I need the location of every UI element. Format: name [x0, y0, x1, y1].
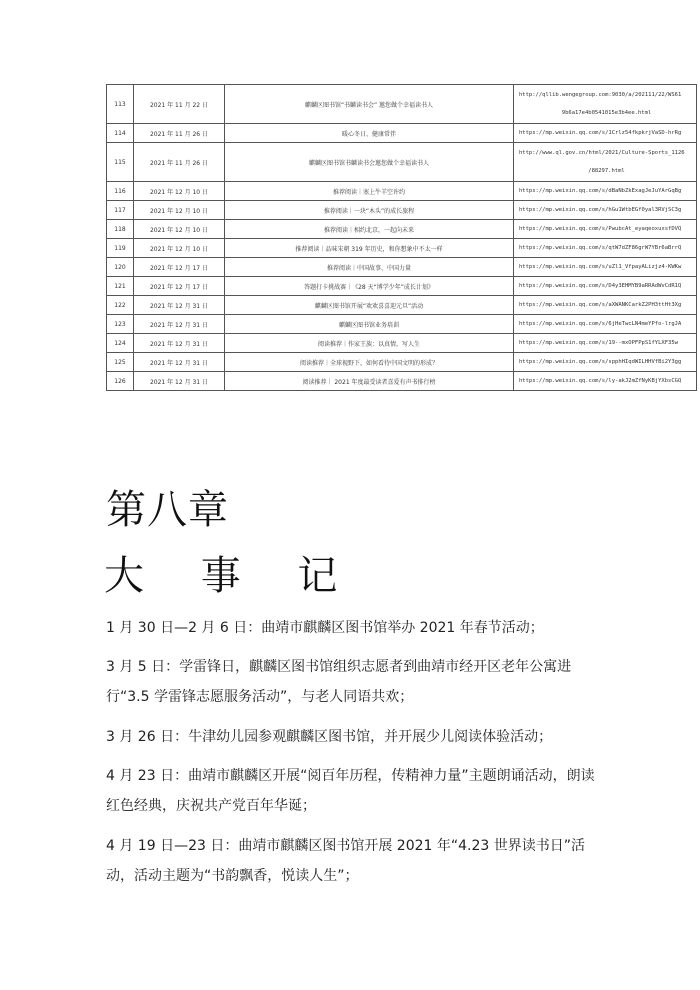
row-url-line-2[interactable]: 9b6a17e4b0541015e3b4ee.html	[561, 110, 652, 116]
row-date: 2021 年 12 月 10 日	[134, 201, 225, 220]
row-number: 122	[107, 296, 134, 315]
event-item: 4 月 19 日—23 日：曲靖市麒麟区图书馆开展 2021 年“4.23 世界读书日”活动，活动主题为“书韵飘香，悦读人生”；	[106, 838, 585, 884]
row-url[interactable]: https://mp.weixin.qq.com/s/aXWANKCarkZ2PH3ttHt3Xg	[514, 296, 697, 315]
row-number: 120	[107, 258, 134, 277]
row-url[interactable]: https://mp.weixin.qq.com/s/PwubcAt_eyaqeoxuxsfDVQ	[514, 220, 697, 239]
row-date: 2021 年 12 月 17 日	[134, 277, 225, 296]
table-row	[107, 315, 697, 334]
row-url[interactable]	[514, 85, 697, 124]
row-title: 推荐阅读｜一块“木头”的成长旅程	[225, 201, 514, 220]
row-number: 115	[107, 143, 134, 182]
row-title: 答题打卡挑战赛｜《28 天“博学少年”成长计划》	[225, 277, 514, 296]
row-date: 2021 年 12 月 31 日	[134, 334, 225, 353]
row-url[interactable]: https://mp.weixin.qq.com/s/hGu1WtbEGf0yal3RVjSC3g	[514, 201, 697, 220]
row-title: 阅读推荐｜ 2021 年度最受读者喜爱有声书排行榜	[225, 372, 514, 391]
table-row	[107, 182, 697, 201]
row-url[interactable]: https://mp.weixin.qq.com/s/1Crlz54fkpkrjVaSD-hrRg	[514, 124, 697, 143]
event-item: 1 月 30 日—2 月 6 日：曲靖市麒麟区图书馆举办 2021 年春节活动；	[106, 620, 544, 636]
table-row	[107, 277, 697, 296]
table-row	[107, 372, 697, 391]
row-date: 2021 年 12 月 10 日	[134, 182, 225, 201]
row-title: 阅读推荐｜作家王族：以真情，写人生	[225, 334, 514, 353]
table-row	[107, 296, 697, 315]
row-title: 麒麟区图书馆书麟读书会邀您做个幸福读书人	[225, 143, 514, 182]
row-date: 2021 年 12 月 10 日	[134, 239, 225, 258]
row-date: 2021 年 12 月 31 日	[134, 353, 225, 372]
table-row	[107, 258, 697, 277]
row-number: 125	[107, 353, 134, 372]
row-title: 麒麟区图书馆“书麟读书会” 邀您做个幸福读书人	[225, 85, 514, 124]
event-item: 3 月 5 日：学雷锋日，麒麟区图书馆组织志愿者到曲靖市经开区老年公寓进行“3.5 学雷锋志愿服务活动”，与老人同语共欢；	[106, 659, 572, 705]
row-date: 2021 年 11 月 22 日	[134, 85, 225, 124]
row-url[interactable]: https://mp.weixin.qq.com/s/uZl1_VfpayALizjz4-KWKw	[514, 258, 697, 277]
row-url[interactable]: https://mp.weixin.qq.com/s/6jHeTwcLN4meYPfo-lrgJA	[514, 315, 697, 334]
row-date: 2021 年 12 月 31 日	[134, 315, 225, 334]
row-date: 2021 年 12 月 31 日	[134, 372, 225, 391]
row-url[interactable]: https://mp.weixin.qq.com/s/D4y3EHMYB9aRRAdWvCdR1Q	[514, 277, 697, 296]
row-url[interactable]: https://mp.weixin.qq.com/s/19--mxOPFPpS1fYLXF35w	[514, 334, 697, 353]
table-row	[107, 334, 697, 353]
event-item: 4 月 23 日：曲靖市麒麟区开展“阅百年历程，传精神力量”主题朗诵活动，朗读红色经典，庆祝共产党百年华诞；	[106, 768, 595, 814]
table-row	[107, 353, 697, 372]
table-row	[107, 143, 697, 182]
row-number: 121	[107, 277, 134, 296]
row-title: 推荐阅读｜中国故事、中国力量	[225, 258, 514, 277]
row-url[interactable]: https://mp.weixin.qq.com/s/ly-akJ2mZfNyKBjYXbsCGQ	[514, 372, 697, 391]
row-number: 124	[107, 334, 134, 353]
table-row	[107, 220, 697, 239]
row-number: 117	[107, 201, 134, 220]
table-row	[107, 239, 697, 258]
row-number: 118	[107, 220, 134, 239]
chapter-title: 第八章	[106, 487, 229, 533]
row-date: 2021 年 12 月 31 日	[134, 296, 225, 315]
row-number: 116	[107, 182, 134, 201]
row-title: 麒麟区图书馆业务培训	[225, 315, 514, 334]
row-date: 2021 年 11 月 26 日	[134, 143, 225, 182]
row-title: 阅读推荐｜全球视野下，如何看待中国文明的形成？	[225, 353, 514, 372]
row-title: 暖心冬日、健康常伴	[225, 124, 514, 143]
row-number: 126	[107, 372, 134, 391]
row-title: 推荐阅读｜相约北京，一起向未来	[225, 220, 514, 239]
row-number: 114	[107, 124, 134, 143]
row-number: 113	[107, 85, 134, 124]
table-row	[107, 124, 697, 143]
row-number: 123	[107, 315, 134, 334]
row-date: 2021 年 11 月 26 日	[134, 124, 225, 143]
row-date: 2021 年 12 月 17 日	[134, 258, 225, 277]
row-number: 119	[107, 239, 134, 258]
row-url[interactable]: https://mp.weixin.qq.com/s/qtW7dZF86grW7YBr6aBrrQ	[514, 239, 697, 258]
records-table	[106, 84, 697, 391]
row-url[interactable]: https://mp.weixin.qq.com/s/dBaNbZkExagJeJuYArGqBg	[514, 182, 697, 201]
event-item: 3 月 26 日：牛津幼儿园参观麒麟区图书馆，并开展少儿阅读体验活动；	[106, 729, 553, 745]
row-url-line-2[interactable]: /88297.html	[588, 168, 625, 174]
section-title: 大 事 记	[104, 553, 360, 599]
table-row	[107, 201, 697, 220]
row-title: 推荐阅读｜塞上牛羊空许约	[225, 182, 514, 201]
row-date: 2021 年 12 月 10 日	[134, 220, 225, 239]
row-url[interactable]: https://mp.weixin.qq.com/s/spphHIqdWILHHVfBi2Y3gg	[514, 353, 697, 372]
row-title: 麒麟区图书馆开展“欢欢喜喜迎元旦”活动	[225, 296, 514, 315]
row-url-line-1[interactable]: http://qllib.wengegroup.com:9030/a/202111/22/WS61	[519, 92, 682, 98]
row-title: 推荐阅读｜品味宋朝 319 年历史，和你想象中不太一样	[225, 239, 514, 258]
row-url[interactable]	[514, 143, 697, 182]
row-url-line-1[interactable]: http://www.ql.gov.cn/html/2021/Culture-Sports_1126	[519, 150, 685, 156]
table-row	[107, 85, 697, 124]
